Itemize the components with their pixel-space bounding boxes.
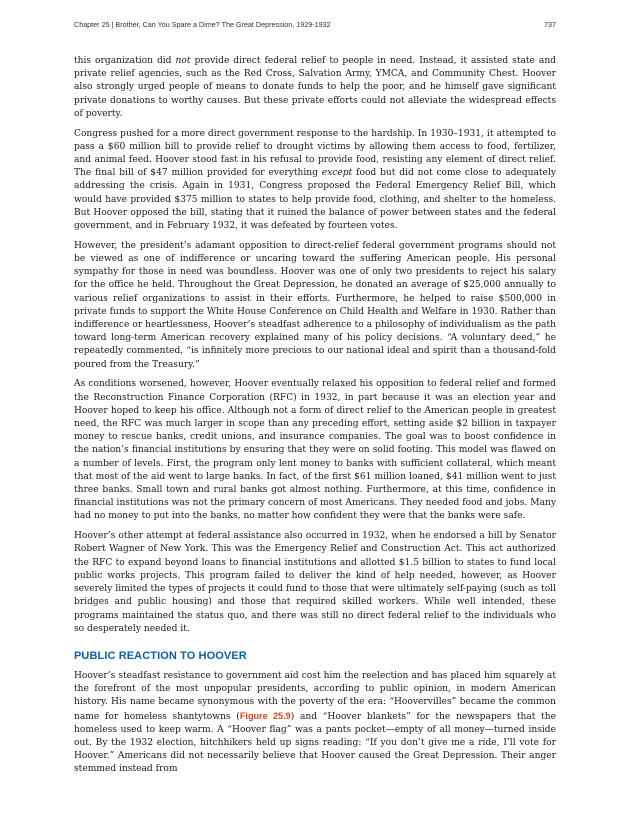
page-header — [74, 20, 556, 32]
italic-text: not — [175, 56, 191, 66]
section-heading: PUBLIC REACTION TO HOOVER — [74, 649, 247, 662]
paragraph-3: However, the president’s adamant opposition to direct-relief federal government programs should not be viewed as one of indifference or uncaring toward the suffering American people. His personal sympathy for those in need was boundless. Hoover was one of only two presidents to reject his salary for the office he held. Throughout the Great Depression, he donated an average of $25,000 annually to various relief organizations to assist in their efforts. Furthermore, he helped to raise $500,000 in private funds to support the White House Conference on Child Health and Welfare in 1930. Rather than indifference or heartlessness, Hoover’s steadfast adherence to a philosophy of individualism as the path toward long-term American recovery explained many of his policy decisions. “A voluntary deed,” he repeatedly commented, “is infinitely more precious to our national ideal and spirit than a thousand-fold poured from the Treasury.” — [74, 240, 556, 370]
italic-text: except — [321, 168, 353, 179]
figure-link[interactable]: Figure 25.9 — [239, 710, 291, 721]
paragraph-4: As conditions worsened, however, Hoover eventually relaxed his opposition to federal relief and formed the Reconstruction Finance Corporation (RFC) in 1932, in part because it was an election year and Hoover hoped to keep his office. Although not a form of direct relief to the American people in greatest need, the RFC was much larger in scope than any preceding effort, setting aside $2 billion in taxpayer money to rescue banks, credit unions, and insurance companies. The goal was to boost confidence in the nation’s financial institutions by ensuring that they were on solid footing. This model was flawed on a number of levels. First, the program only lent money to banks with sufficient collateral, which meant that most of the aid went to large banks. In fact, of the first $61 million loaned, $41 million went to just three banks. Small town and rural banks got almost nothing. Furthermore, at this time, confidence in financial institutions was not the primary concern of most Americans. They needed food and jobs. Many had no money to put into the banks, no matter how confident they were that the banks were safe. — [74, 379, 556, 522]
text-run: this organization did — [74, 56, 176, 66]
page-number: 737 — [544, 20, 556, 29]
text-run: Hoover’s steadfast resistance to government aid cost him the reelection and has placed him squarely at the forefront of the most unpopular presidents, according to public opinion, in modern American history. His name became synonymous with the poverty of the era: “Hoovervilles” became the common name for homeless shantytowns ( — [74, 670, 556, 722]
paragraph-1 — [74, 55, 556, 121]
page-body — [74, 55, 556, 783]
text-run: food but did not come close to adequately addressing the crisis. Again in 1931, Congress proposed the Federal Emergency Relief Bill, which would have provided $375 million to states to help provide food, clothing, and shelter to the homeless. But Hoover opposed the bill, stating that it ruined the balance of power between states and the federal government, and in February 1932, it was defeated by fourteen votes. — [74, 168, 556, 232]
text-run: ) and “Hoover blankets” for the newspapers that the homeless used to keep warm. A “Hoover flag” was a pants pocket—empty of all money—turned inside out. By the 1932 election, hitchhikers held up signs reading: “If you don’t give me a ride, I’ll vote for Hoover.” Americans did not necessarily believe that Hoover caused the Great Depression. Their anger stemmed instead from — [74, 711, 557, 775]
text-run: Congress pushed for a more direct government response to the hardship. In 1930–1931, it attempted to pass a $60 million bill to provide relief to drought victims by allowing them access to food, fertilizer, and animal feed. Hoover stood fast in his refusal to provide food, resisting any element of direct relief. The final bill of $47 million provided for everything — [74, 128, 556, 179]
paragraph-5: Hoover’s other attempt at federal assistance also occurred in 1932, when he endorsed a bill by Senator Robert Wagner of New York. This was the Emergency Relief and Construction Act. This act authorized the RFC to expand beyond loans to financial institutions and allotted $1.5 billion to states to fund local public works projects. This program failed to deliver the kind of help needed, however, as Hoover severely limited the types of projects it could fund to those that were ultimately self-paying (such as toll bridges and public housing) and those that required skilled workers. While well intended, these programs maintained the status quo, and there was still no direct federal relief to the individuals who so desperately needed it. — [74, 531, 556, 634]
paragraph-2 — [74, 128, 556, 234]
paragraph-6 — [74, 670, 556, 777]
chapter-title: Chapter 25 | Brother, Can You Spare a Dime? The Great Depression, 1929-1932 — [74, 20, 331, 29]
text-run: provide direct federal relief to people in need. Instead, it assisted state and private relief agencies, such as the Red Cross, Salvation Army, YMCA, and Community Chest. Hoover also strongly urged people of means to donate funds to help the poor, and he himself gave significant private donations to worthy causes. But these private efforts could not alleviate the widespread effects of poverty. — [74, 56, 557, 119]
